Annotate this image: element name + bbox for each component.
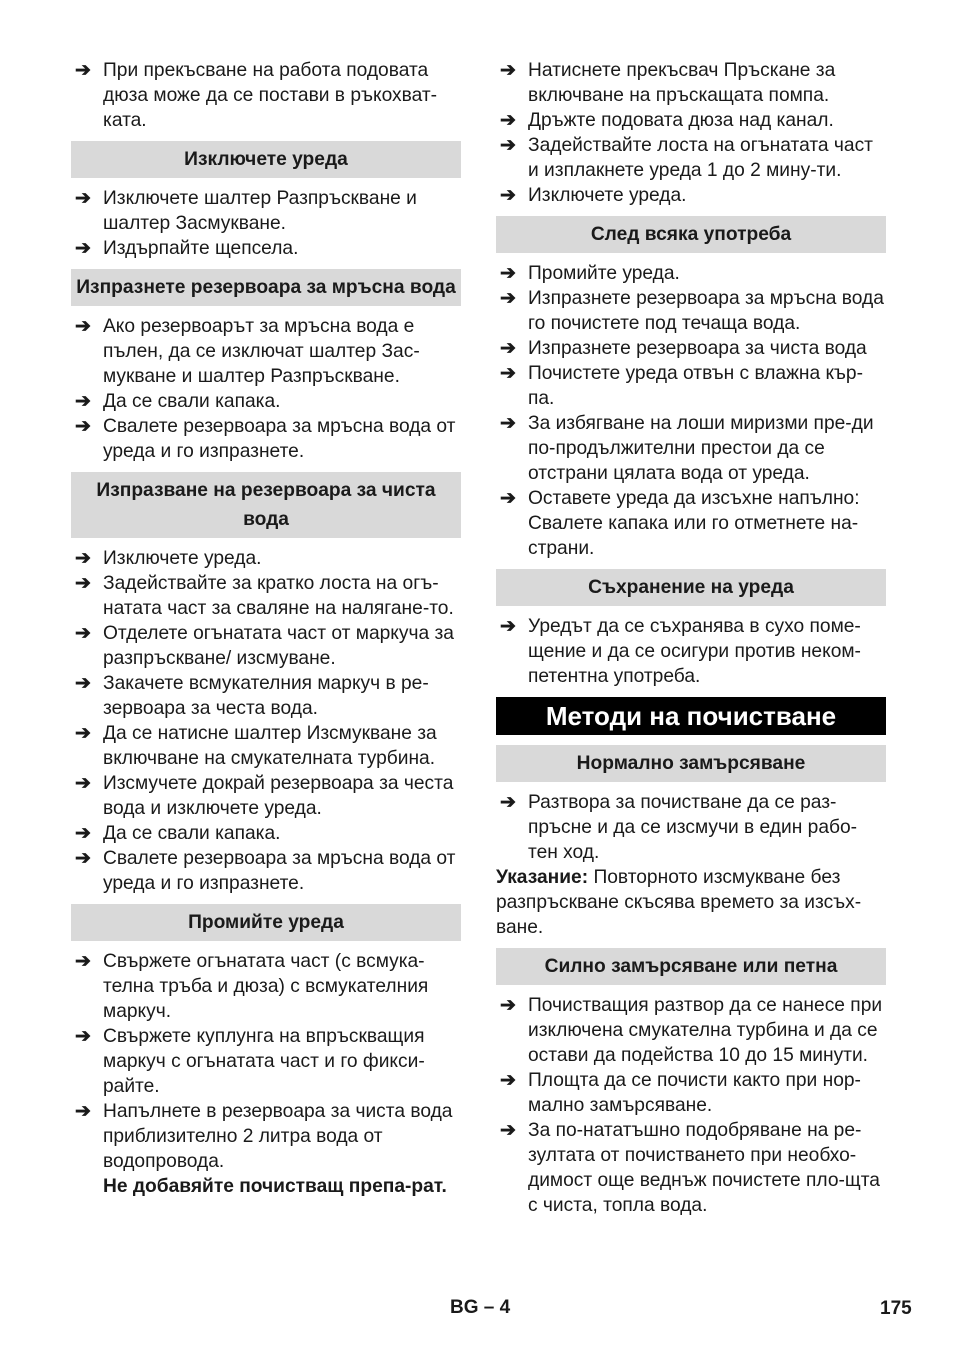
arrow-right-icon: ➔ <box>75 773 91 794</box>
list-item-text: Почистващия разтвор да се нанесе при изключена смукателна турбина и да се остави да подейства 10 до 15 минути. <box>528 995 883 1066</box>
section-heading: Съхранение на уреда <box>496 569 886 606</box>
list-item-text: Отделете огънатата част от маркуча за разпръскване/ изсмуване. <box>103 623 454 669</box>
arrow-right-icon: ➔ <box>75 723 91 744</box>
list-item <box>496 58 886 108</box>
list-item-text: Изсмучете докрай резервоара за честа вода и изключете уреда. <box>103 773 454 819</box>
arrow-right-icon: ➔ <box>500 338 516 359</box>
list-item <box>496 790 886 865</box>
arrow-right-icon: ➔ <box>75 316 91 337</box>
list-item-text: За избягване на лоши миризми пре-ди по-продължителни престои да се отстрани цялата вода от уреда. <box>528 413 874 484</box>
list-item <box>496 411 886 486</box>
arrow-right-icon: ➔ <box>500 185 516 206</box>
list-item <box>71 721 461 771</box>
list-item-text: Изключете уреда. <box>103 548 262 569</box>
list-item <box>496 361 886 411</box>
section-heading: Нормално замърсяване <box>496 745 886 782</box>
list-item <box>496 286 886 336</box>
list-item-text: Задействайте лоста на огънатата част и изплакнете уреда 1 до 2 мину-ти. <box>528 135 873 181</box>
list-item-text: Свържете куплунга на впръскващия маркуч с огънатата част и го фикси-райте. <box>103 1026 425 1097</box>
list-item-text: Уредът да се съхранява в сухо поме-щение и да се осигури против неком-петентна употреба. <box>528 616 861 687</box>
list-item <box>71 546 461 571</box>
arrow-right-icon: ➔ <box>75 573 91 594</box>
section-heading: След всяка употреба <box>496 216 886 253</box>
section-heading: Изключете уреда <box>71 141 461 178</box>
arrow-right-icon: ➔ <box>500 792 516 813</box>
section-page-label: BG – 4 <box>450 1297 511 1318</box>
section-heading: Промийте уреда <box>71 904 461 941</box>
arrow-right-icon: ➔ <box>75 1026 91 1047</box>
arrow-right-icon: ➔ <box>75 238 91 259</box>
arrow-right-icon: ➔ <box>500 263 516 284</box>
list-item-text: Да се натисне шалтер Изсмукване за включване на смукателната турбина. <box>103 723 437 769</box>
list-item-text: Свалете резервоара за мръсна вода от уреда и го изпразнете. <box>103 848 456 894</box>
list-item <box>71 236 461 261</box>
arrow-right-icon: ➔ <box>500 60 516 81</box>
list-item-text: Напълнете в резервоара за чиста вода приблизително 2 литра вода от водопровода. <box>103 1101 453 1172</box>
list-item-text: Задействайте за кратко лоста на огъ-натата част за сваляне на налягане-то. <box>103 573 454 619</box>
arrow-right-icon: ➔ <box>500 110 516 131</box>
list-item <box>496 261 886 286</box>
list-item <box>71 621 461 671</box>
list-item <box>496 183 886 208</box>
left-column <box>71 58 461 1199</box>
list-item-text: Разтвора за почистване да се раз-пръсне и да се изсмучи в един рабо-тен ход. <box>528 792 858 863</box>
list-item <box>496 133 886 183</box>
list-item-text: Издърпайте щепсела. <box>103 238 299 259</box>
list-item-text: Ако резервоарът за мръсна вода е пълен, да се изключат шалтер Зас-мукване и шалтер Разпръскване. <box>103 316 420 387</box>
arrow-right-icon: ➔ <box>500 413 516 434</box>
arrow-right-icon: ➔ <box>500 616 516 637</box>
list-item-text: При прекъсване на работа подовата дюза може да се постави в ръкохват-ката. <box>103 60 438 131</box>
arrow-right-icon: ➔ <box>75 673 91 694</box>
arrow-right-icon: ➔ <box>75 623 91 644</box>
list-item-text: Изключете уреда. <box>528 185 687 206</box>
list-item <box>71 771 461 821</box>
arrow-right-icon: ➔ <box>75 823 91 844</box>
list-item-text: Свържете огънатата част (с всмука-телна тръба и дюза) с всмукателния маркуч. <box>103 951 429 1022</box>
list-item <box>71 671 461 721</box>
list-item <box>496 1118 886 1218</box>
section-heading: Изпразнете резервоара за мръсна вода <box>71 269 461 306</box>
list-item <box>71 389 461 414</box>
list-item-text: Дръжте подовата дюза над канал. <box>528 110 834 131</box>
list-item <box>71 58 461 133</box>
list-item <box>496 486 886 561</box>
arrow-right-icon: ➔ <box>500 1070 516 1091</box>
list-item-text: Натиснете прекъсвач Пръскане за включване на пръскащата помпа. <box>528 60 836 106</box>
chapter-heading: Методи на почистване <box>496 697 886 735</box>
list-item <box>71 949 461 1024</box>
list-item-text: Площта да се почисти както при нор-мално замърсяване. <box>528 1070 861 1116</box>
note-label: Указание: <box>496 867 589 888</box>
arrow-right-icon: ➔ <box>500 488 516 509</box>
list-item-text: Да се свали капака. <box>103 823 281 844</box>
section-heading: Изпразване на резервоара за чиста вода <box>71 472 461 538</box>
list-item-text: Промийте уреда. <box>528 263 680 284</box>
list-item-text: Да се свали капака. <box>103 391 281 412</box>
list-item-text: Закачете всмукателния маркуч в ре-зервоара за честа вода. <box>103 673 429 719</box>
list-item <box>71 846 461 896</box>
arrow-right-icon: ➔ <box>500 995 516 1016</box>
list-item <box>71 1024 461 1099</box>
list-item <box>71 1099 461 1174</box>
arrow-right-icon: ➔ <box>75 391 91 412</box>
list-item <box>496 108 886 133</box>
note-paragraph <box>496 865 886 940</box>
list-item-text: Изпразнете резервоара за чиста вода <box>528 338 867 359</box>
list-item <box>71 571 461 621</box>
arrow-right-icon: ➔ <box>75 60 91 81</box>
arrow-right-icon: ➔ <box>75 548 91 569</box>
list-item <box>496 1068 886 1118</box>
list-item-text: Изключете шалтер Разпръскване и шалтер Засмукване. <box>103 188 417 234</box>
list-item <box>71 414 461 464</box>
list-item <box>496 336 886 361</box>
arrow-right-icon: ➔ <box>75 188 91 209</box>
arrow-right-icon: ➔ <box>500 288 516 309</box>
list-item-text: Изпразнете резервоара за мръсна вода го почистете под течаща вода. <box>528 288 884 334</box>
section-heading: Силно замърсяване или петна <box>496 948 886 985</box>
list-item-text: Почистете уреда отвън с влажна кър-па. <box>528 363 863 409</box>
list-item-text: За по-нататъшно подобряване на ре-зултата от почистването при необхо-димост още веднъж почистете пло-щта с чиста, топла вода. <box>528 1120 880 1216</box>
arrow-right-icon: ➔ <box>500 363 516 384</box>
list-item <box>71 314 461 389</box>
list-item <box>496 993 886 1068</box>
list-item <box>71 186 461 236</box>
list-item-text: Свалете резервоара за мръсна вода от уреда и го изпразнете. <box>103 416 456 462</box>
right-column <box>496 58 886 1218</box>
arrow-right-icon: ➔ <box>75 951 91 972</box>
page-number: 175 <box>880 1298 912 1319</box>
warning-text: Не добавяйте почистващ препа-рат. <box>103 1176 447 1197</box>
note-text: Повторното изсмукване без разпръскване скъсява времето за изсъх-ване. <box>496 867 862 938</box>
list-item <box>496 614 886 689</box>
list-item <box>71 821 461 846</box>
arrow-right-icon: ➔ <box>75 416 91 437</box>
arrow-right-icon: ➔ <box>75 1101 91 1122</box>
arrow-right-icon: ➔ <box>500 135 516 156</box>
arrow-right-icon: ➔ <box>500 1120 516 1141</box>
arrow-right-icon: ➔ <box>75 848 91 869</box>
list-item-text: Оставете уреда да изсъхне напълно: Свалете капака или го отметнете на-страни. <box>528 488 860 559</box>
